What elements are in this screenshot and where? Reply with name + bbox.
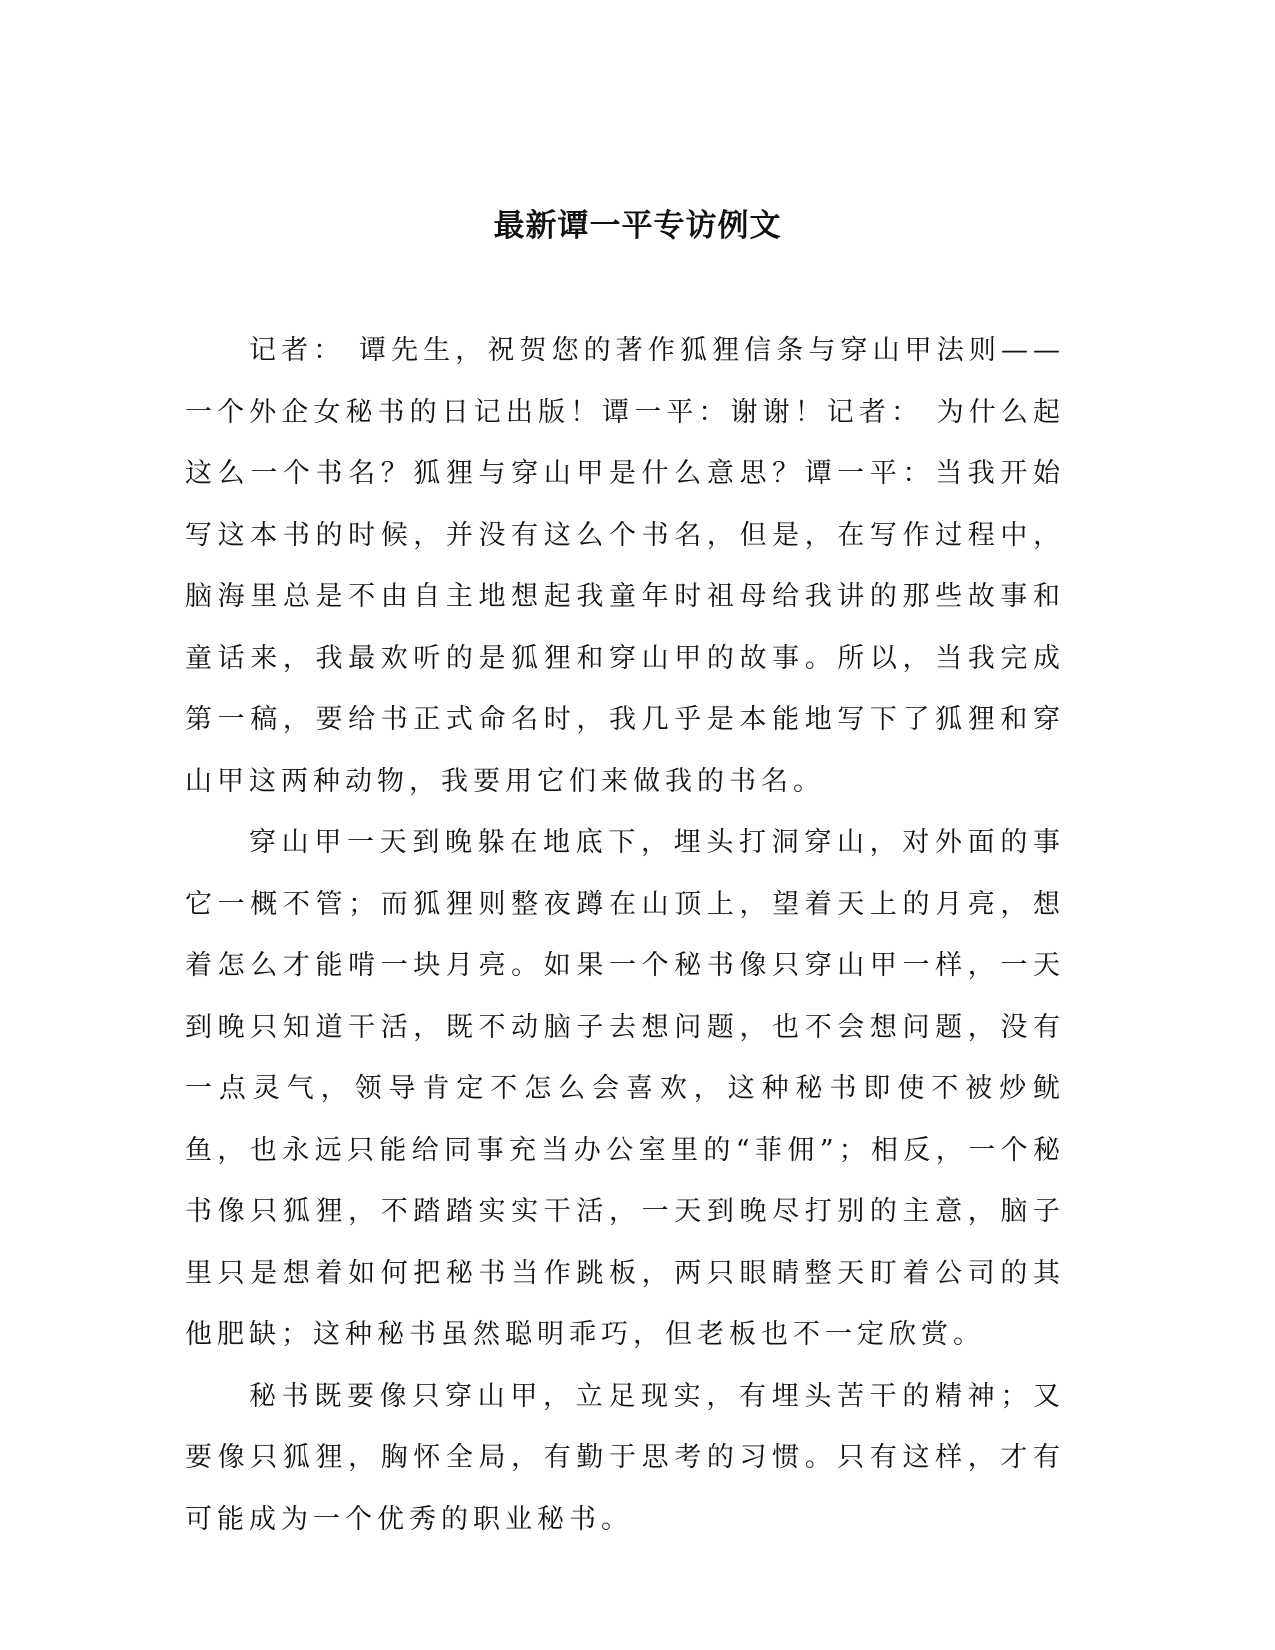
document-title: 最新谭一平专访例文 — [493, 208, 782, 244]
paragraph: 记者： 谭先生，祝贺您的著作狐狸信条与穿山甲法则——一个外企女秘书的日记出版！谭一平：谢谢！记者： 为什么起这么一个书名？狐狸与穿山甲是什么意思？谭一平：当我开始写这本书的时候，并没有这么个书名，但是，在写作过程中，脑海里总是不由自主地想起我童年时祖母给我讲的那些故事和童话来，我最欢听的是狐狸和穿山甲的故事。所以，当我完成第一稿，要给书正式命名时，我几乎是本能地写下了狐狸和穿山甲这两种动物，我要用它们来做我的书名。 — [185, 335, 1065, 797]
document-body — [185, 320, 1065, 1550]
paragraph: 秘书既要像只穿山甲，立足现实，有埋头苦干的精神；又要像只狐狸，胸怀全局，有勤于思考的习惯。只有这样，才有可能成为一个优秀的职业秘书。 — [185, 1380, 1065, 1535]
paragraph: 穿山甲一天到晚躲在地底下，埋头打洞穿山，对外面的事它一概不管；而狐狸则整夜蹲在山顶上，望着天上的月亮，想着怎么才能啃一块月亮。如果一个秘书像只穿山甲一样，一天到晚只知道干活，既不动脑子去想问题，也不会想问题，没有一点灵气，领导肯定不怎么会喜欢，这种秘书即使不被炒鱿鱼，也永远只能给同事充当办公室里的“菲佣”；相反，一个秘书像只狐狸，不踏踏实实干活，一天到晚尽打别的主意，脑子里只是想着如何把秘书当作跳板，两只眼睛整天盯着公司的其他肥缺；这种秘书虽然聪明乖巧，但老板也不一定欣赏。 — [185, 827, 1065, 1350]
